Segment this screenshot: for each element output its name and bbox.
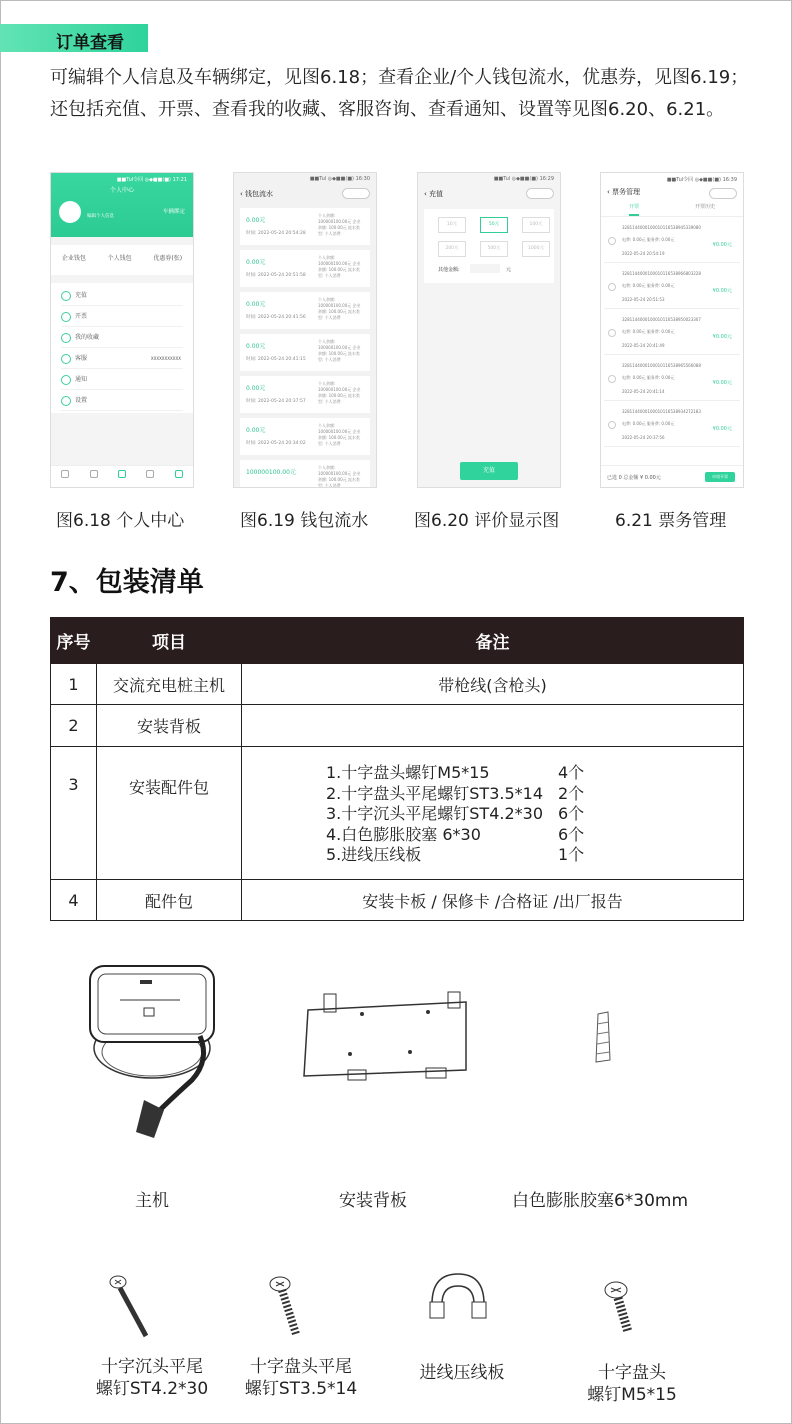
record-amount: 0.00元 <box>246 427 266 434</box>
back-icon[interactable]: ‹ <box>240 190 246 198</box>
cell-note <box>242 705 744 747</box>
page-title: 充值 <box>429 190 444 198</box>
service-label: 客服 <box>75 355 88 362</box>
other-amount-input[interactable] <box>470 264 500 273</box>
recharge-panel <box>424 209 554 283</box>
page-title: 个人中心 <box>109 187 134 194</box>
countersunk-screw-drawing <box>106 1272 156 1342</box>
menu-item-service[interactable] <box>61 348 183 369</box>
fittings-list <box>326 763 598 866</box>
record-detail: 个人余额: 100000100.00元 企业余额: 100.00元 流水类型: 个人消费 <box>318 255 361 278</box>
record-detail: 个人余额: 100000100.00元 企业余额: 100.00元 流水类型: 个人消费 <box>318 465 361 488</box>
intro-paragraph: 可编辑个人信息及车辆绑定，见图6.18；查看企业/个人钱包流水，优惠券，见图6.19；还包括充值、开票、查看我的收藏、客服咨询、查看通知、设置等见图6.20、6.21。 <box>50 67 749 120</box>
charger-host-drawing <box>80 960 230 1140</box>
fitting-qty: 2个 <box>558 783 585 803</box>
ticket-time: 2022-05-24 20:41:49 <box>622 343 665 348</box>
ticket-item[interactable] <box>604 359 740 401</box>
cell-note: 带枪线(含枪头) <box>242 664 744 705</box>
ticket-radio[interactable] <box>608 421 616 429</box>
cell-no: 2 <box>51 705 97 747</box>
backplate-drawing <box>298 990 474 1090</box>
label-cable-clamp: 进线压线板 <box>419 1363 505 1383</box>
record-detail: 个人余额: 100000100.00元 企业余额: 100.00元 流水类型: 个人消费 <box>318 423 361 446</box>
cell-item: 安装背板 <box>97 705 242 747</box>
ticket-time: 2022-05-24 20:51:53 <box>622 297 665 302</box>
label-line: 螺钉M5*15 <box>587 1385 677 1405</box>
wallet-cards <box>51 245 193 275</box>
page-title: 钱包流水 <box>245 190 274 198</box>
label-line: 十字盘头平尾 <box>250 1357 352 1377</box>
page-header <box>234 185 376 203</box>
amount-chip[interactable]: 100元 <box>522 217 550 233</box>
fitting-line <box>326 804 598 825</box>
label-backplate: 安装背板 <box>339 1191 407 1211</box>
profile-header <box>51 173 193 237</box>
phone-recharge <box>417 172 561 488</box>
mini-program-capsule[interactable] <box>342 188 370 199</box>
fitting-qty: 6个 <box>558 804 585 823</box>
ticket-fee: 电费: 0.00元 服务费: 0.00元 <box>622 375 675 380</box>
ticket-item[interactable] <box>604 313 740 355</box>
record-time: 时间: 2022-05-24 20:41:56 <box>246 315 306 320</box>
phone-ticket-management <box>600 172 744 488</box>
fitting-line <box>326 763 598 784</box>
label-line: 螺钉ST4.2*30 <box>95 1379 209 1399</box>
ticket-footer <box>601 465 743 487</box>
label-panhead-m5-screw <box>562 1362 702 1406</box>
page-header <box>601 185 743 203</box>
fitting-line <box>326 845 598 866</box>
record-time: 时间: 2022-05-24 20:51:58 <box>246 273 306 278</box>
cell-item: 安装配件包 <box>97 747 242 880</box>
wallet-record <box>240 292 370 329</box>
ticket-fee: 电费: 0.00元 服务费: 0.00元 <box>622 237 675 242</box>
ticket-price: ¥0.00元 <box>712 380 732 386</box>
panhead-flat-screw-drawing <box>264 1272 314 1342</box>
record-time: 时间: 2022-05-24 20:34:02 <box>246 441 306 446</box>
tab-orders-icon[interactable] <box>146 470 154 478</box>
bottom-tab-bar <box>51 465 193 487</box>
tab-home-icon[interactable] <box>61 470 69 478</box>
card-coupons[interactable]: 优惠券(张) <box>153 255 183 262</box>
record-amount: 0.00元 <box>246 301 266 308</box>
ticket-radio[interactable] <box>608 237 616 245</box>
amount-chip[interactable]: 1000元 <box>522 241 550 257</box>
other-amount-label: 其他金额: <box>438 267 460 273</box>
ticket-fee: 电费: 0.00元 服务费: 0.00元 <box>622 329 675 334</box>
tab-charge-icon[interactable] <box>118 470 126 478</box>
tab-mine-icon[interactable] <box>175 470 183 478</box>
ticket-total: 已选 0 总金额 ¥ 0.00元 <box>607 475 661 481</box>
label-countersunk-screw <box>72 1356 232 1400</box>
wall-anchor-drawing <box>588 1010 618 1070</box>
ticket-fee: 电费: 0.00元 服务费: 0.00元 <box>622 421 675 426</box>
ticket-item[interactable] <box>604 405 740 447</box>
edit-profile-link[interactable]: 编辑个人信息 <box>87 214 114 219</box>
profile-menu <box>51 283 193 413</box>
cell-note: 安装卡板 / 保修卡 /合格证 /出厂报告 <box>242 880 744 921</box>
menu-item-recharge[interactable]: 充值 <box>61 285 183 306</box>
phone-personal-center <box>50 172 194 488</box>
caption-6-18: 图6.18 个人中心 <box>56 511 185 531</box>
mini-program-capsule[interactable] <box>709 188 737 199</box>
apply-invoice-label: 申请开票 <box>712 474 728 479</box>
table-row <box>51 747 744 880</box>
unit-label: 元 <box>506 267 512 273</box>
table-row <box>51 705 744 747</box>
bind-car-link[interactable]: 车辆绑定 <box>162 209 185 215</box>
ticket-number: 3281144000100010116538934272183 <box>622 409 701 414</box>
table-row <box>51 880 744 921</box>
fitting-qty: 6个 <box>558 824 585 844</box>
menu-item-settings[interactable]: 设置 <box>61 390 183 411</box>
label-line: 螺钉ST3.5*14 <box>244 1379 358 1399</box>
parts-illustrations <box>0 940 792 1420</box>
fitting-name: 2.十字盘头平尾螺钉ST3.5*14 <box>326 783 544 803</box>
cell-no: 4 <box>51 880 97 921</box>
fitting-line <box>326 825 598 846</box>
record-amount: 0.00元 <box>246 217 266 224</box>
menu-item-notify[interactable]: 通知 <box>61 369 183 390</box>
cell-item: 配件包 <box>97 880 242 921</box>
cell-item: 交流充电桩主机 <box>97 664 242 705</box>
amount-chip[interactable]: 10元 <box>438 217 466 233</box>
phone-screenshots <box>50 172 750 492</box>
status-bar: ■■Tul ◎◆■■(■) 16:30 <box>309 176 370 182</box>
figure-captions <box>50 506 750 530</box>
ticket-radio[interactable] <box>608 375 616 383</box>
wallet-record <box>240 418 370 455</box>
fitting-name: 1.十字盘头螺钉M5*15 <box>326 763 490 782</box>
record-amount: 0.00元 <box>246 343 266 350</box>
record-time: 时间: 2022-05-24 20:41:15 <box>246 357 306 362</box>
amount-chip-selected[interactable]: 50元 <box>480 217 508 233</box>
ticket-tabs <box>601 203 743 217</box>
ticket-number: 3281144000100010116538966803228 <box>622 271 701 276</box>
ticket-radio[interactable] <box>608 329 616 337</box>
menu-item-invoice[interactable]: 开票 <box>61 306 183 327</box>
fitting-qty: 1个 <box>558 845 585 864</box>
record-detail: 个人余额: 100000100.00元 企业余额: 100.00元 流水类型: 个人消费 <box>318 297 361 320</box>
wallet-record <box>240 460 370 488</box>
record-amount: 100000100.00元 <box>246 469 296 476</box>
page-header <box>418 185 560 203</box>
service-number: XXXXXXXXXXX <box>150 356 181 361</box>
record-detail: 个人余额: 100000100.00元 企业余额: 100.00元 流水类型: 个人消费 <box>318 213 361 236</box>
ticket-price: ¥0.00元 <box>712 242 732 248</box>
ticket-number: 3281144000100010116538945339080 <box>622 225 701 230</box>
status-bar: ■■Tul令回 ◎◆■■(■) 16:39 <box>666 177 737 183</box>
ticket-time: 2022-05-24 20:41:14 <box>622 389 665 394</box>
amount-chip[interactable]: 500元 <box>480 241 508 257</box>
ticket-time: 2022-05-24 20:37:56 <box>622 435 665 440</box>
phone-wallet-flow <box>233 172 377 488</box>
fitting-name: 3.十字沉头平尾螺钉ST4.2*30 <box>326 804 544 823</box>
label-panhead-flat-screw <box>226 1356 376 1400</box>
label-line: 十字盘头 <box>598 1363 666 1383</box>
back-icon[interactable]: ‹ <box>424 190 430 198</box>
table-header-row <box>51 618 744 664</box>
table-row <box>51 664 744 705</box>
caption-6-20: 图6.20 评价显示图 <box>414 511 560 531</box>
status-bar: ■■Tul令回 ◎◆■■(■) 17:21 <box>116 177 187 183</box>
ticket-time: 2022-05-24 20:54:19 <box>622 251 665 256</box>
packing-list-table <box>50 617 744 921</box>
ticket-item[interactable] <box>604 221 740 263</box>
ticket-price: ¥0.00元 <box>712 426 732 432</box>
cell-note-fittings <box>242 747 744 880</box>
ticket-price: ¥0.00元 <box>712 334 732 340</box>
tab-scan-icon[interactable] <box>90 470 98 478</box>
wallet-record <box>240 208 370 245</box>
avatar[interactable] <box>59 201 81 223</box>
ticket-number: 3281144000100010116538965566088 <box>622 363 701 368</box>
fitting-name: 4.白色膨胀胶塞 6*30 <box>326 824 481 844</box>
panhead-m5-screw-drawing <box>598 1280 648 1340</box>
fitting-line <box>326 784 598 805</box>
label-host: 主机 <box>135 1191 169 1211</box>
recharge-button[interactable]: 充值 <box>460 462 518 480</box>
record-time: 时间: 2022-05-24 20:54:28 <box>246 231 306 236</box>
amount-chip[interactable]: 200元 <box>438 241 466 257</box>
tab-invoice[interactable]: 开票 <box>629 203 639 216</box>
record-amount: 0.00元 <box>246 259 266 266</box>
ticket-price: ¥0.00元 <box>712 288 732 294</box>
wallet-record <box>240 250 370 287</box>
ticket-radio[interactable] <box>608 283 616 291</box>
wallet-record <box>240 376 370 413</box>
status-bar: ■■Tul ◎◆■■(■) 16:29 <box>493 176 554 182</box>
record-detail: 个人余额: 100000100.00元 企业余额: 100.00元 流水类型: 个人消费 <box>318 339 361 362</box>
cell-no: 1 <box>51 664 97 705</box>
ticket-fee: 电费: 0.00元 服务费: 0.00元 <box>622 283 675 288</box>
label-wall-anchor: 白色膨胀胶塞6*30mm <box>511 1191 689 1211</box>
fitting-name: 5.进线压线板 <box>326 845 422 864</box>
record-time: 时间: 2022-05-24 20:37:57 <box>246 399 306 404</box>
section-7-title: 7、包装清单 <box>50 567 204 598</box>
menu-item-favorites[interactable]: 我的收藏 <box>61 327 183 348</box>
header-item: 项目 <box>97 618 242 664</box>
apply-invoice-button[interactable] <box>705 472 735 482</box>
fitting-qty: 4个 <box>558 763 585 782</box>
section-tag: 订单查看 <box>0 24 148 52</box>
card-personal-wallet[interactable]: 个人钱包 <box>107 255 132 262</box>
cell-no: 3 <box>51 747 97 880</box>
caption-6-19: 图6.19 钱包流水 <box>240 511 369 531</box>
caption-6-21: 6.21 票务管理 <box>615 511 727 531</box>
record-detail: 个人余额: 100000100.00元 企业余额: 100.00元 流水类型: 个人消费 <box>318 381 361 404</box>
back-icon[interactable]: ‹ <box>607 188 613 196</box>
ticket-number: 3281144000100010116538950023307 <box>622 317 701 322</box>
page-title: 票务管理 <box>612 188 641 196</box>
header-note: 备注 <box>242 618 744 664</box>
tab-invoice-history[interactable]: 开票历史 <box>694 204 715 210</box>
cable-clamp-drawing <box>424 1268 494 1328</box>
header-no: 序号 <box>51 618 97 664</box>
card-enterprise-wallet[interactable]: 企业钱包 <box>61 255 86 262</box>
mini-program-capsule[interactable] <box>526 188 554 199</box>
record-amount: 0.00元 <box>246 385 266 392</box>
ticket-item[interactable] <box>604 267 740 309</box>
label-line: 十字沉头平尾 <box>101 1357 203 1377</box>
wallet-record <box>240 334 370 371</box>
